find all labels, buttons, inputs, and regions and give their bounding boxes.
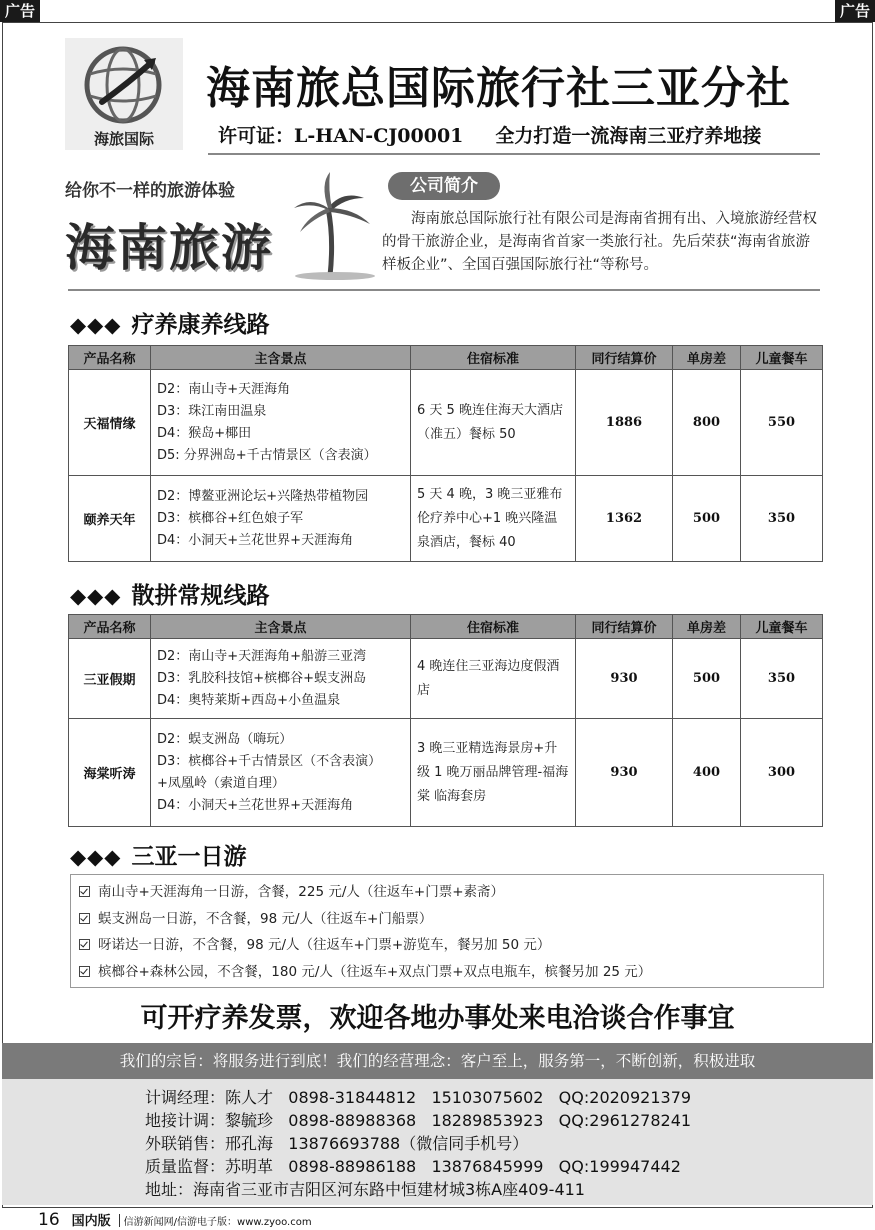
intro-text: 海南旅总国际旅行社有限公司是海南省拥有出、入境旅游经营权的骨干旅游企业，是海南省首家一类旅行社。先后荣获“海南省旅游样板企业”、全国百强国际旅行社“等称号。	[382, 211, 817, 273]
globe-logo-icon	[82, 44, 164, 126]
route-single-supplement: 500	[673, 476, 741, 562]
spot-line: D5: 分界洲岛+千古情景区（含表演）	[157, 447, 377, 463]
table-header-row	[69, 346, 823, 370]
table-row	[69, 719, 823, 827]
day-trip-text: 呀诺达一日游，不含餐，98 元/人（往返车+门票+游览车，餐另加 50 元）	[98, 937, 551, 953]
header-child: 儿童餐车	[741, 615, 823, 639]
route-hotel: 3 晚三亚精选海景房+升级 1 晚万丽品牌管理-福海棠 临海套房	[411, 719, 576, 827]
day-trip-text: 槟榔谷+森林公园，不含餐，180 元/人（往返车+双点门票+双点电瓶车，槟餐另加 25 元）	[98, 963, 652, 980]
section-regular-heading	[70, 577, 269, 610]
list-item	[79, 906, 815, 933]
route-hotel: 5 天 4 晚，3 晚三亚雅布伦疗养中心+1 晚兴隆温泉酒店，餐标 40	[411, 476, 576, 562]
route-hotel: 6 天 5 晚连住海天大酒店（准五）餐标 50	[411, 370, 576, 476]
license-line	[218, 121, 761, 148]
section-regular-title: 散拼常规线路	[131, 582, 270, 609]
route-single-supplement: 800	[673, 370, 741, 476]
route-child-price: 550	[741, 370, 823, 476]
company-logo	[65, 38, 183, 150]
logo-text: 海旅国际	[93, 130, 154, 148]
section-daytrip-heading	[70, 838, 246, 871]
header-divider	[208, 153, 820, 155]
route-price: 1886	[576, 370, 673, 476]
wellness-routes-table	[68, 345, 823, 562]
header-product: 产品名称	[69, 615, 151, 639]
route-spots	[151, 476, 411, 562]
header-single: 单房差	[673, 346, 741, 370]
table-row	[69, 370, 823, 476]
page-footer	[38, 1210, 312, 1230]
header-hotel: 住宿标准	[411, 346, 576, 370]
route-single-supplement: 400	[673, 719, 741, 827]
invoice-line: 可开疗养发票，欢迎各地办事处来电洽谈合作事宜	[140, 1003, 735, 1034]
spot-line: D2：博鳌亚洲论坛+兴隆热带植物园	[157, 488, 369, 504]
contact-line: 地接计调：黎毓珍 0898-88988368 18289853923 QQ:2961278241	[145, 1111, 692, 1130]
header-spots: 主含景点	[151, 346, 411, 370]
route-price: 930	[576, 719, 673, 827]
company-name: 海南旅总国际旅行社三亚分社	[206, 63, 791, 114]
header-spots: 主含景点	[151, 615, 411, 639]
page-number: 16	[38, 1210, 60, 1230]
list-item	[79, 932, 815, 959]
header-price: 同行结算价	[576, 615, 673, 639]
route-name: 颐养天年	[69, 476, 151, 562]
spot-line: D2：蜈支洲岛（嗨玩）	[157, 731, 293, 747]
spot-line: D4：小洞天+兰花世界+天涯海角	[157, 532, 354, 548]
route-spots	[151, 370, 411, 476]
banner-tagline: 给你不一样的旅游体验	[65, 181, 235, 201]
diamond-bullets-icon: ◆◆◆	[70, 313, 122, 337]
contact-line: 外联销售：邢孔海 13876693788（微信同手机号）	[145, 1134, 529, 1153]
license-number: 许可证：L-HAN-CJ00001	[218, 125, 464, 147]
contact-address: 地址：海南省三亚市吉阳区河东路中恒建材城3栋A座409-411	[145, 1180, 585, 1199]
route-price: 1362	[576, 476, 673, 562]
spot-line: D4：小洞天+兰花世界+天涯海角	[157, 797, 354, 813]
spot-line: D3：珠江南田温泉	[157, 403, 267, 419]
list-item	[79, 879, 815, 906]
day-trips-list	[70, 874, 824, 988]
table-row	[69, 639, 823, 719]
ad-tag-left: 广告	[0, 0, 40, 22]
footer-source: 信游新闻网/信游电子版：www.zyoo.com	[123, 1217, 312, 1228]
contact-line: 计调经理：陈人才 0898-31844812 15103075602 QQ:2020921379	[145, 1088, 692, 1107]
motto-bar: 我们的宗旨：将服务进行到底！我们的经营理念：客户至上，服务第一，不断创新，积极进取	[2, 1043, 873, 1079]
section-daytrip-title: 三亚一日游	[131, 843, 247, 870]
spot-line: D4：奥特莱斯+西岛+小鱼温泉	[157, 692, 341, 708]
table-header-row	[69, 615, 823, 639]
route-single-supplement: 500	[673, 639, 741, 719]
route-child-price: 300	[741, 719, 823, 827]
route-name: 三亚假期	[69, 639, 151, 719]
day-trip-text: 南山寺+天涯海角一日游，含餐，225 元/人（往返车+门票+素斋）	[98, 884, 505, 900]
route-name: 海棠听涛	[69, 719, 151, 827]
route-spots	[151, 639, 411, 719]
checkbox-icon	[79, 966, 90, 977]
slogan: 全力打造一流海南三亚疗养地接	[495, 125, 762, 147]
header-product: 产品名称	[69, 346, 151, 370]
footer-divider	[119, 1214, 120, 1227]
spot-line: D2：南山寺+天涯海角+船游三亚湾	[157, 648, 367, 664]
spot-line: D3：槟榔谷+千古情景区（不含表演）+凤凰岭（索道自理）	[157, 753, 382, 791]
spot-line: D4：猴岛+椰田	[157, 425, 252, 441]
route-hotel: 4 晚连住三亚海边度假酒店	[411, 639, 576, 719]
header-single: 单房差	[673, 615, 741, 639]
header-price: 同行结算价	[576, 346, 673, 370]
checkbox-icon	[79, 913, 90, 924]
ad-tag-right: 广告	[835, 0, 875, 22]
diamond-bullets-icon: ◆◆◆	[70, 845, 122, 869]
section-wellness-title: 疗养康养线路	[131, 311, 270, 338]
route-name: 天福情缘	[69, 370, 151, 476]
intro-badge: 公司简介	[410, 176, 478, 196]
diamond-bullets-icon: ◆◆◆	[70, 584, 122, 608]
list-item	[79, 959, 815, 986]
palm-tree-icon	[290, 168, 380, 280]
banner-title: 海南旅游	[65, 218, 273, 277]
regular-routes-table	[68, 614, 823, 827]
spot-line: D2：南山寺+天涯海角	[157, 381, 291, 397]
checkbox-icon	[79, 939, 90, 950]
edition-label: 国内版	[71, 1214, 111, 1229]
header-hotel: 住宿标准	[411, 615, 576, 639]
contact-list	[145, 1086, 691, 1201]
header-child: 儿童餐车	[741, 346, 823, 370]
intro-divider	[68, 289, 820, 291]
route-price: 930	[576, 639, 673, 719]
contact-line: 质量监督：苏明革 0898-88986188 13876845999 QQ:199947442	[145, 1157, 681, 1176]
route-child-price: 350	[741, 476, 823, 562]
route-child-price: 350	[741, 639, 823, 719]
spot-line: D3：乳胶科技馆+槟榔谷+蜈支洲岛	[157, 670, 367, 686]
hainan-banner	[55, 168, 365, 280]
table-row	[69, 476, 823, 562]
checkbox-icon	[79, 886, 90, 897]
spot-line: D3：槟榔谷+红色娘子军	[157, 510, 304, 526]
day-trip-text: 蜈支洲岛一日游，不含餐，98 元/人（往返车+门船票）	[98, 910, 433, 927]
section-wellness-heading	[70, 306, 269, 339]
route-spots	[151, 719, 411, 827]
